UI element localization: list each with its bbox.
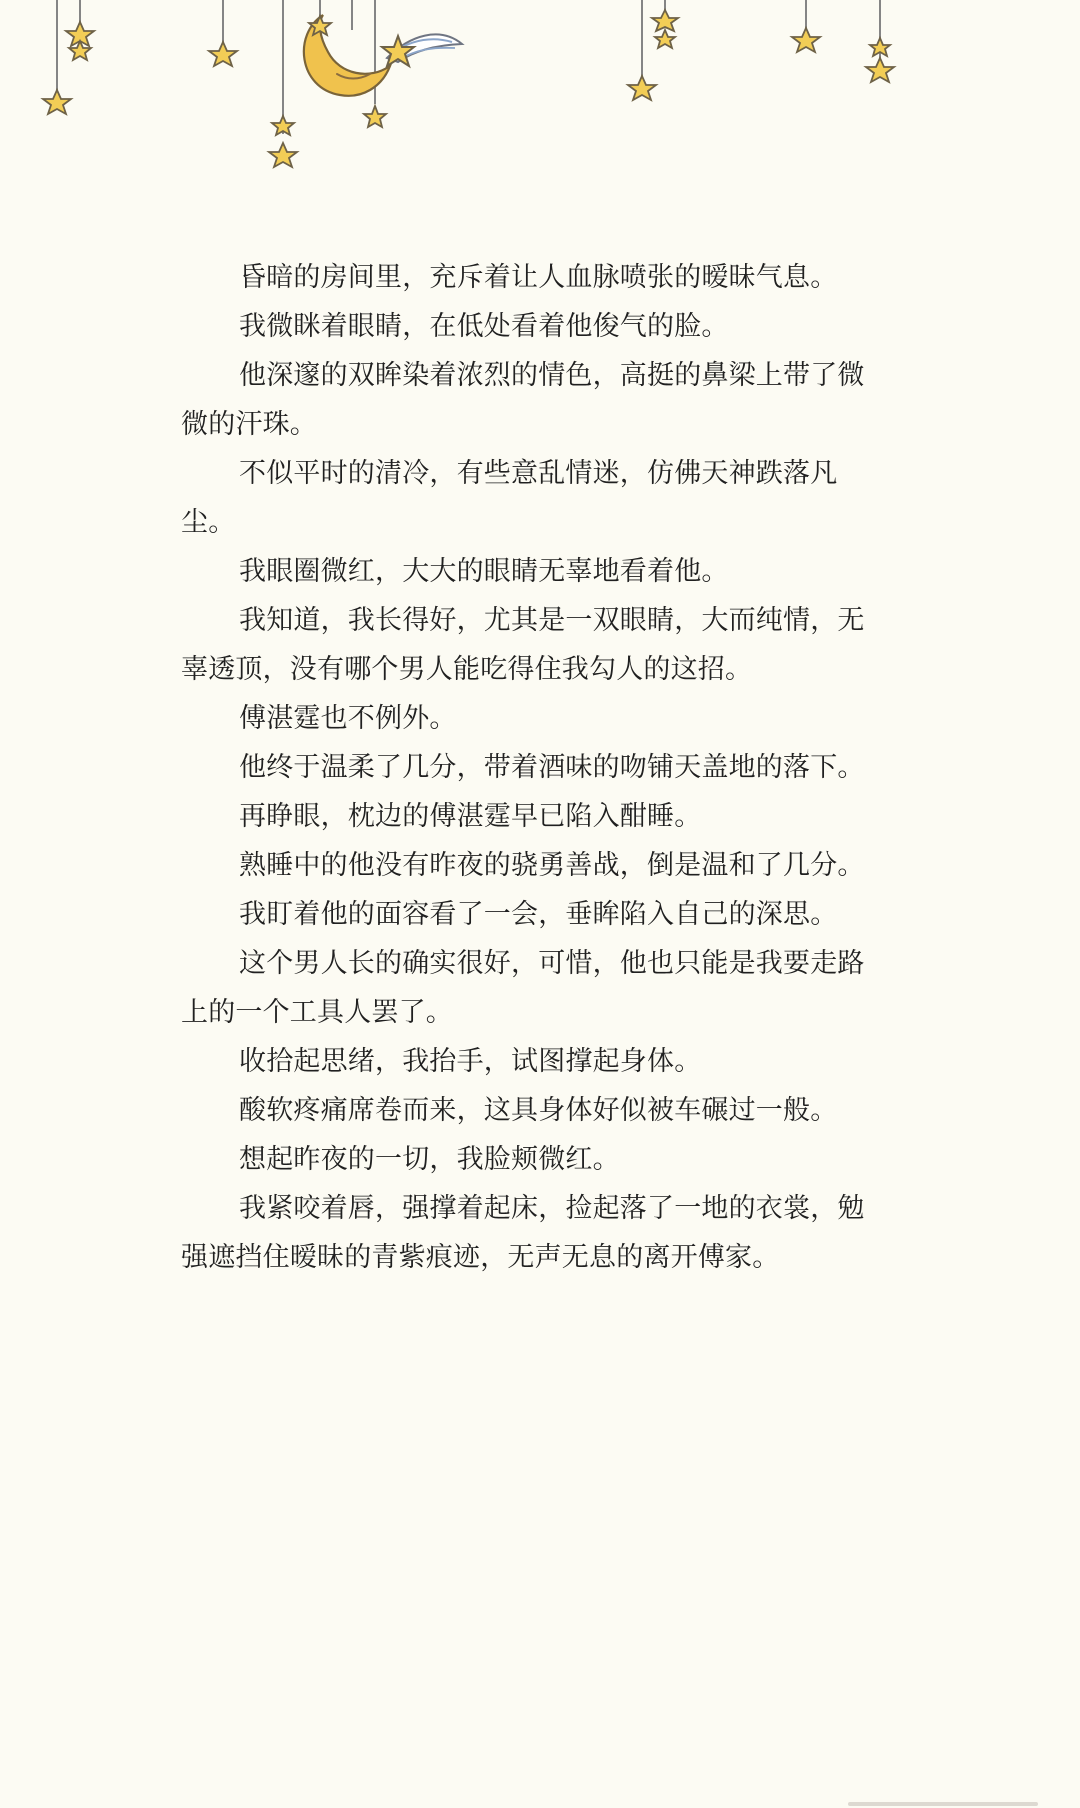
star-icon <box>66 22 94 46</box>
story-content <box>181 253 889 1282</box>
story-paragraph-11: 我盯着他的面容看了一会，垂眸陷入自己的深思。 <box>239 899 838 930</box>
story-paragraph-9: 再睁眼，枕边的傅湛霆早已陷入酣睡。 <box>239 801 702 832</box>
story-paragraph-10: 熟睡中的他没有昨夜的骁勇善战，倒是温和了几分。 <box>239 850 865 881</box>
story-paragraph-8: 他终于温柔了几分，带着酒味的吻铺天盖地的落下。 <box>239 752 865 783</box>
star-icon <box>309 16 331 35</box>
bottom-scroll-indicator <box>848 1802 1038 1806</box>
star-icon <box>43 90 71 114</box>
moon-icon <box>304 15 390 96</box>
story-paragraph-1: 昏暗的房间里，充斥着让人血脉喷张的暧昧气息。 <box>239 262 838 293</box>
star-icon <box>866 58 894 82</box>
story-paragraph-12: 这个男人长的确实很好，可惜，他也只能是我要走路上的一个工具人罢了。 <box>181 948 865 1028</box>
story-paragraph-6: 我知道，我长得好，尤其是一双眼睛，大而纯情，无辜透顶，没有哪个男人能吃得住我勾人的这招。 <box>181 605 865 685</box>
story-paragraph-13: 收拾起思绪，我抬手，试图撑起身体。 <box>239 1046 702 1077</box>
hanging-moon-and-stars-decoration <box>0 0 1080 190</box>
star-icon <box>870 38 890 56</box>
star-icon <box>272 116 294 135</box>
star-icon <box>792 28 820 52</box>
story-paragraph-3: 他深邃的双眸染着浓烈的情色，高挺的鼻梁上带了微微的汗珠。 <box>181 360 865 440</box>
story-paragraph-2: 我微眯着眼睛，在低处看着他俊气的脸。 <box>239 311 729 342</box>
star-icon <box>628 76 656 100</box>
story-paragraph-4: 不似平时的清冷，有些意乱情迷，仿佛天神跌落凡尘。 <box>181 458 838 538</box>
story-paragraph-16: 我紧咬着唇，强撑着起床，捡起落了一地的衣裳，勉强遮挡住暧昧的青紫痕迹，无声无息的离开傅家。 <box>181 1193 865 1273</box>
star-icon <box>69 41 91 60</box>
star-icon <box>655 30 675 48</box>
star-icon <box>364 106 386 127</box>
star-icon <box>652 10 678 31</box>
story-paragraph-5: 我眼圈微红，大大的眼睛无辜地看着他。 <box>239 556 729 587</box>
story-paragraph-14: 酸软疼痛席卷而来，这具身体好似被车碾过一般。 <box>239 1095 838 1126</box>
star-icon <box>209 42 237 66</box>
star-icon <box>269 143 297 167</box>
story-paragraph-15: 想起昨夜的一切，我脸颊微红。 <box>239 1144 620 1175</box>
story-paragraph-7: 傅湛霆也不例外。 <box>239 703 457 734</box>
shooting-star-icon <box>382 34 462 66</box>
